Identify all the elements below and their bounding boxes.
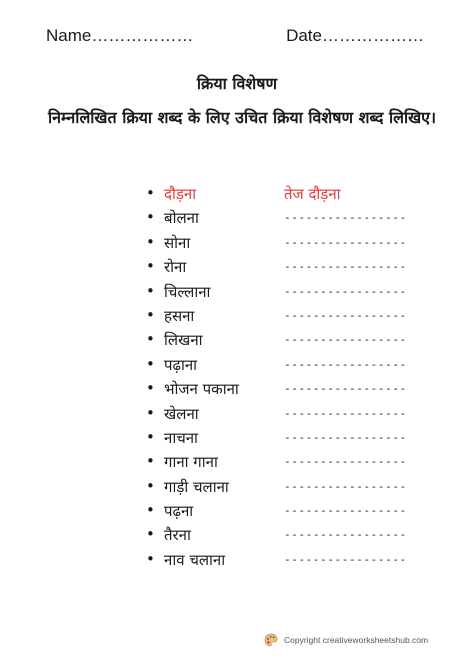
- bullet: •: [146, 305, 155, 324]
- answer-blank: -----------------: [284, 430, 407, 444]
- bullet: •: [146, 330, 155, 349]
- bullet: •: [146, 379, 155, 398]
- bullet: •: [146, 208, 155, 227]
- answer-blank: -----------------: [284, 504, 407, 518]
- verb-word: पढ़ाना: [164, 355, 198, 374]
- list-item: [146, 451, 446, 475]
- bullet: •: [146, 525, 155, 544]
- answer-blank: -----------------: [284, 357, 407, 371]
- list-item: [146, 207, 446, 231]
- copyright-footer: [264, 630, 428, 650]
- list-item: [146, 305, 446, 329]
- answer-blank: -----------------: [284, 260, 407, 274]
- bullet: •: [146, 232, 155, 251]
- list-item: [146, 476, 446, 500]
- list-item: [146, 256, 446, 280]
- example-answer: तेज दौड़ना: [284, 185, 341, 203]
- verb-word: गाना गाना: [164, 453, 218, 472]
- bullet: •: [146, 257, 155, 276]
- answer-blank: -----------------: [284, 479, 407, 493]
- verb-word: गाड़ी चलाना: [164, 477, 229, 496]
- verb-word: तैरना: [164, 526, 191, 545]
- list-item: [146, 427, 446, 451]
- answer-blank: -----------------: [284, 406, 407, 420]
- bullet: •: [146, 184, 155, 202]
- bullet: •: [146, 549, 155, 568]
- bullet: •: [146, 281, 155, 300]
- verb-word: रोना: [164, 258, 187, 277]
- list-item: [146, 403, 446, 427]
- name-field-label: Name………………: [46, 26, 194, 45]
- list-item: [146, 500, 446, 524]
- worksheet-instruction: निम्नलिखित क्रिया शब्द के लिए उचित क्रिया विशेषण शब्द लिखिए।: [48, 108, 437, 127]
- bullet: •: [146, 354, 155, 373]
- answer-blank: -----------------: [284, 308, 407, 322]
- answer-blank: -----------------: [284, 284, 407, 298]
- answer-blank: -----------------: [284, 333, 407, 347]
- list-item: [146, 524, 446, 548]
- bullet: •: [146, 501, 155, 520]
- example-row: [146, 183, 446, 207]
- list-item: [146, 281, 446, 305]
- bullet: •: [146, 403, 155, 422]
- verb-word: सोना: [164, 233, 191, 252]
- verb-word: हसना: [164, 306, 195, 325]
- list-item: [146, 329, 446, 353]
- verb-word: लिखना: [164, 331, 203, 350]
- verb-word: नाव चलाना: [164, 550, 226, 569]
- list-item: [146, 232, 446, 256]
- verb-word: नाचना: [164, 428, 198, 447]
- verb-word: भोजन पकाना: [164, 380, 239, 399]
- list-item: [146, 378, 446, 402]
- example-verb: दौड़ना: [164, 185, 197, 203]
- date-field-label: Date………………: [286, 26, 424, 45]
- verb-word: पढ़ना: [164, 502, 194, 521]
- answer-blank: -----------------: [284, 211, 407, 225]
- verb-word: बोलना: [164, 209, 199, 228]
- worksheet-header: [46, 26, 424, 50]
- verb-word: खेलना: [164, 404, 199, 423]
- answer-blank: -----------------: [284, 552, 407, 566]
- copyright-text: Copyright creativeworksheetshub.com: [284, 635, 429, 645]
- bullet: •: [146, 427, 155, 446]
- verb-word: चिल्लाना: [164, 282, 211, 301]
- answer-blank: -----------------: [284, 235, 407, 249]
- verb-list: [146, 183, 446, 573]
- list-item: [146, 549, 446, 573]
- worksheet-title: क्रिया विशेषण: [196, 74, 278, 93]
- bullet: •: [146, 476, 155, 495]
- list-item: [146, 354, 446, 378]
- answer-blank: -----------------: [284, 528, 407, 542]
- bullet: •: [146, 452, 155, 471]
- answer-blank: -----------------: [284, 455, 407, 469]
- paint-palette-icon: [264, 633, 278, 647]
- answer-blank: -----------------: [284, 382, 407, 396]
